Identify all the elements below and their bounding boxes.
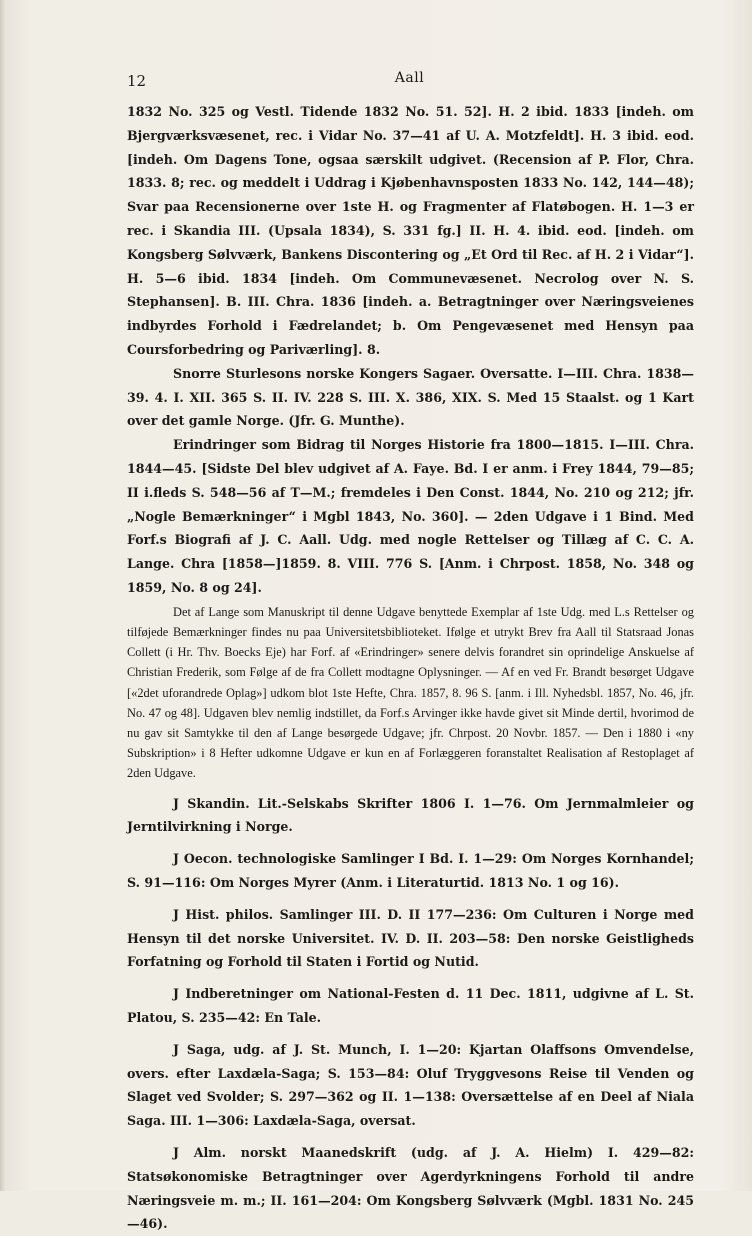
entry-hist-philos-samlinger: J Hist. philos. Samlinger III. D. II 177—236: Om Culturen i Norge med Hensyn til det norske Universitet. IV. D. II. 203—58: Den norske Geistligheds Forfatning og Forhold til Staten i Fortid og Nutid. (127, 906, 694, 970)
entry-saga: J Saga, udg. af J. St. Munch, I. 1—20: Kjartan Olaffsons Omvendelse, overs. efter Laxdæla-Saga; S. 153—84: Oluf Tryggvesons Reise til Venden og Slaget ved Svolder; S. 297—362 og II. 1—138: Oversættelse af en Deel af Niala Saga. III. 1—306: Laxdæla-Saga, oversat. (127, 1041, 694, 1129)
page-edge (0, 0, 6, 1191)
page-number: 12 (127, 72, 147, 90)
entry-snorre-sagaer: Snorre Sturlesons norske Kongers Sagaer. Oversatte. I—III. Chra. 1838—39. 4. I. XII. 365 S. II. IV. 228 S. III. X. 386, XIX. S. Med 15 Staalst. og 1 Kart over det gamle Norge. (Jfr. G. Munthe). (127, 365, 694, 429)
page-header (127, 70, 692, 92)
entry-erindringer: Erindringer som Bidrag til Norges Historie fra 1800—1815. I—III. Chra. 1844—45. [Sidste Del blev udgivet af A. Faye. Bd. I er anm. i Frey 1844, 79—85; II i.fleds S. 548—56 af T—M.; fremdeles i Den Const. 1844, No. 210 og 212; jfr. „Nogle Bemærkninger“ i Mgbl 1843, No. 360]. — 2den Udgave i 1 Bind. Med Forf.s Biografi af J. C. Aall. Udg. med nogle Rettelser og Tillæg af C. C. A. Lange. Chra [1858—]1859. 8. VIII. 776 S. [Anm. i Chrpost. 1858, No. 348 og 1859, No. 8 og 24]. (127, 437, 694, 595)
note-erindringer: Det af Lange som Manuskript til denne Udgave benyttede Exemplar af 1ste Udg. med L.s Rettelser og tilføjede Bemærkninger findes nu paa Universitetsbiblioteket. Ifølge et utrykt Brev fra Aall til Statsraad Jonas Collett (i Hr. Thv. Boecks Eje) har Forf. af «Erindringer» senere delvis forandret sin oprindelige Anskuelse af Christian Frederik, som Følge af de fra Collett modtagne Oplysninger. — Af en ved Fr. Brandt besørget Udgave [«2det uforandrede Oplag»] udkom blot 1ste Hefte, Chra. 1857, 8. 96 S. [anm. i Ill. Nyhedsbl. 1857, No. 46, jfr. No. 47 og 48]. Udgaven blev nemlig indstillet, da Forf.s Arvinger ikke havde givet sit Minde dertil, hvorimod de nu gav sit Samtykke til den af Lange besørgede Udgave; jfr. Chrpost. 20 Novbr. 1857. — Den i 1880 i «ny Subskription» i 8 Hefter udkomne Udgave er kun en af Forlæggeren foranstaltet Realisation af Restoplaget af 2den Udgave. (127, 604, 694, 781)
entry-skandin-lit-selskab: J Skandin. Lit.-Selskabs Skrifter 1806 I. 1—76. Om Jernmalmleier og Jerntilvirkning i Norge. (127, 795, 694, 835)
entry-maanedskrift: J Alm. norskt Maanedskrift (udg. af J. A. Hielm) I. 429—82: Statsøkonomiske Betragtninger over Agerdyrkningens Forhold til andre Næringsveie m. m.; II. 161—204: Om Kongsberg Sølvværk (Mgbl. 1831 No. 245—46). (127, 1144, 694, 1232)
paragraph-aall-bidrag-continuation: 1832 No. 325 og Vestl. Tidende 1832 No. 51. 52]. H. 2 ibid. 1833 [indeh. om Bjergværksvæsenet, rec. i Vidar No. 37—41 af U. A. Motzfeldt]. H. 3 ibid. eod. [indeh. Om Dagens Tone, ogsaa særskilt udgivet. (Recension af P. Flor, Chra. 1833. 8; rec. og meddelt i Uddrag i Kjøbenhavnsposten 1833 No. 142, 144—48); Svar paa Recensionerne over 1ste H. og Fragmenter af Flatøbogen. H. 1—3 er rec. i Skandia III. (Upsala 1834), S. 331 fg.] II. H. 4. ibid. eod. [indeh. om Kongsberg Sølvværk, Bankens Discontering og „Et Ord til Rec. af H. 2 i Vidar“]. H. 5—6 ibid. 1834 [indeh. Om Communevæsenet. Necrolog over N. S. Stephansen]. B. III. Chra. 1836 [indeh. a. Betragtninger over Næringsveienes indbyrdes Forhold i Fædrelandet; b. Om Pengevæsenet med Hensyn paa Coursforbedring og Pariværling]. 8. (127, 104, 694, 357)
entry-national-festen: J Indberetninger om National-Festen d. 11 Dec. 1811, udgivne af L. St. Platou, S. 235—42: En Tale. (127, 986, 694, 1025)
running-head: Aall (394, 70, 425, 86)
entry-oecon-samlinger: J Oecon. technologiske Samlinger I Bd. I. 1—29: Om Norges Kornhandel; S. 91—116: Om Norges Myrer (Anm. i Literaturtid. 1813 No. 1 og 16). (127, 851, 694, 890)
body-text (127, 100, 694, 1236)
